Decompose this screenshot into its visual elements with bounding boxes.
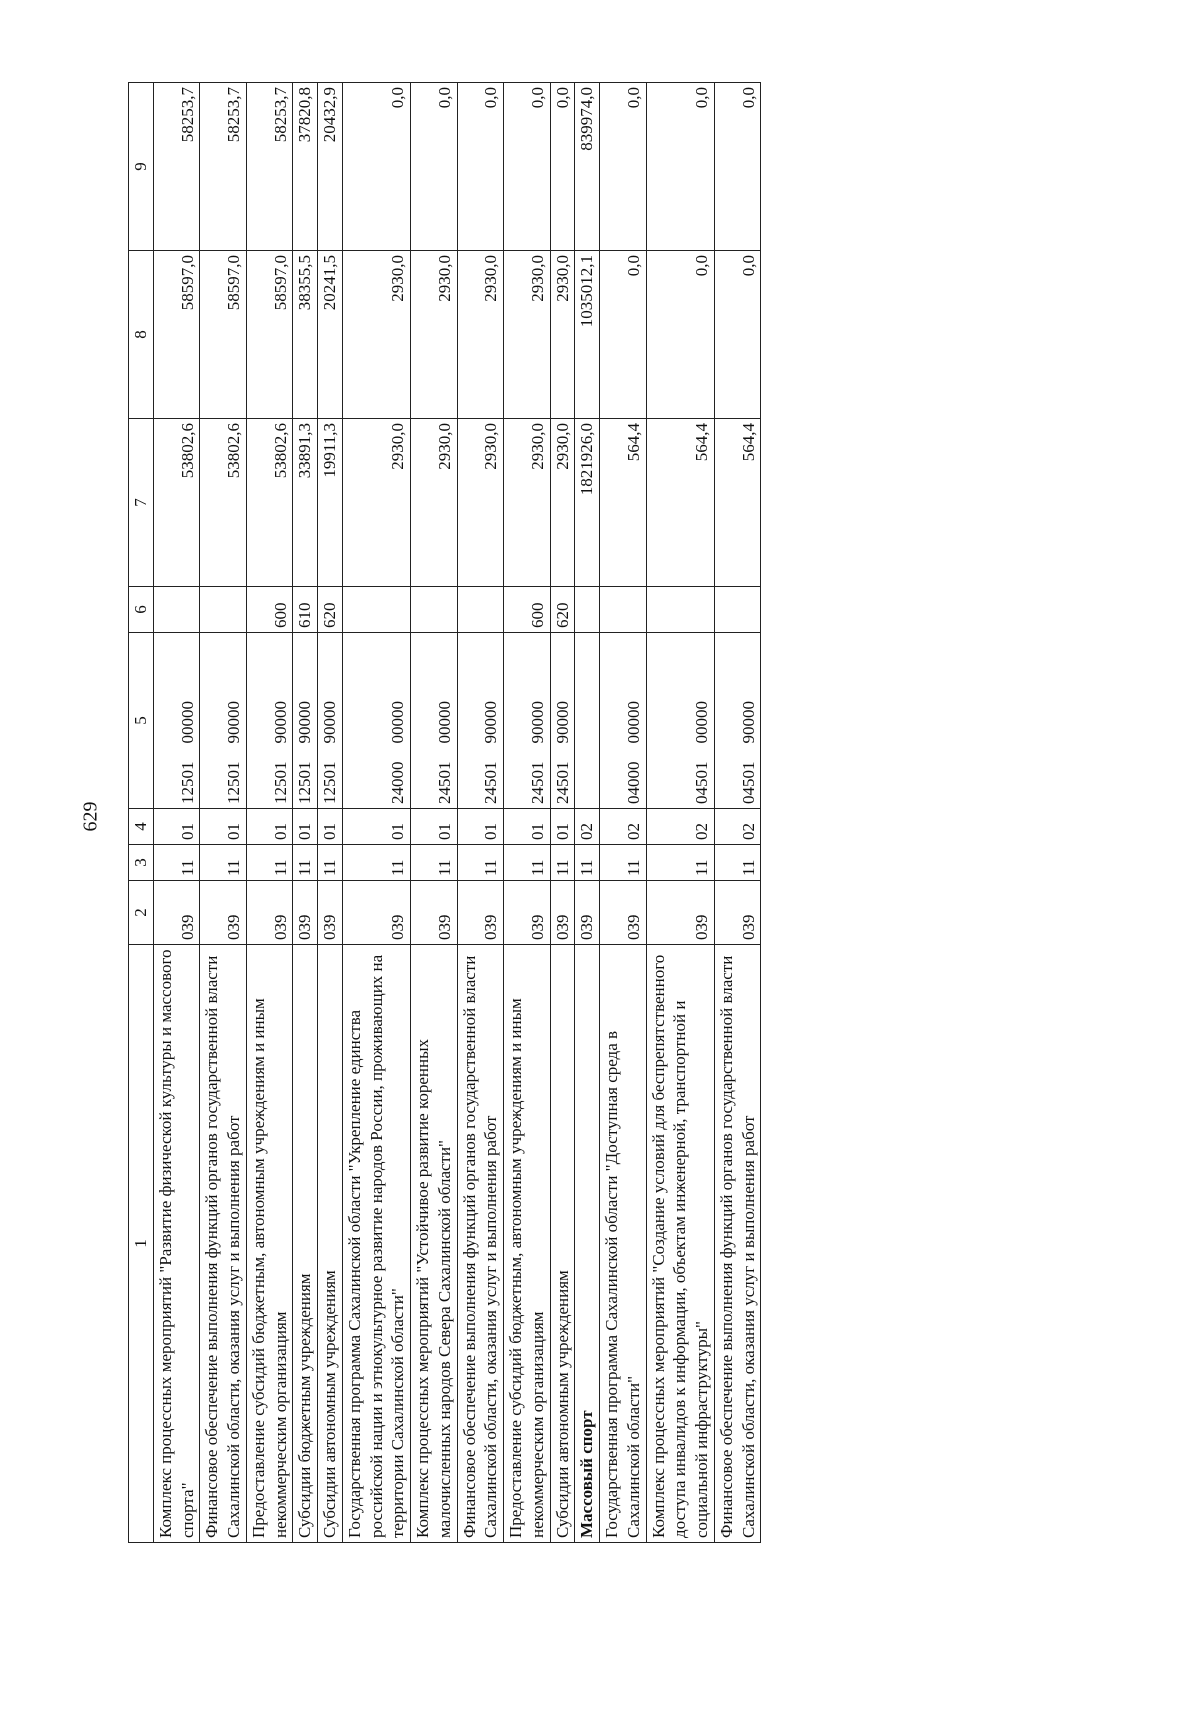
amount-col7-cell: 564,4: [646, 419, 714, 587]
department-code-cell: 039: [504, 881, 551, 945]
subsection-code-cell: 02: [575, 809, 600, 845]
amount-col8-cell: 0,0: [600, 251, 647, 419]
target-article-direction-code: 90000: [481, 701, 501, 744]
target-article-direction-code: 90000: [320, 701, 339, 744]
row-name-cell: Субсидии бюджетным учреждениям: [293, 945, 318, 1543]
section-code-cell: 11: [318, 845, 343, 881]
amount-col9-cell: 0,0: [504, 83, 551, 251]
target-article-program-code: 12501: [320, 761, 339, 804]
amount-col9-cell: 58253,7: [246, 83, 293, 251]
amount-col7-cell: 2930,0: [550, 419, 575, 587]
amount-col8-cell: 38355,5: [293, 251, 318, 419]
department-code-cell: 039: [342, 881, 410, 945]
table-row: [575, 83, 600, 1543]
amount-col7-cell: 2930,0: [504, 419, 551, 587]
amount-col9-cell: 0,0: [550, 83, 575, 251]
target-article-direction-code: 00000: [692, 701, 711, 744]
row-name-cell: Комплекс процессных мероприятий "Развитие физической культуры и массового спорта": [153, 945, 200, 1543]
budget-table: [128, 82, 761, 1543]
expense-type-cell: 610: [293, 587, 318, 633]
section-code-cell: 11: [293, 845, 318, 881]
target-article-cell: [714, 633, 761, 809]
target-article-program-code: 12501: [177, 761, 197, 804]
row-name-cell: Финансовое обеспечение выполнения функций органов государственной власти Сахалинской области, оказания услуг и выполнения работ: [457, 945, 504, 1543]
target-article-cell: [411, 633, 458, 809]
row-name-cell: Государственная программа Сахалинской области "Доступная среда в Сахалинской области": [600, 945, 647, 1543]
subsection-code-cell: 01: [457, 809, 504, 845]
expense-type-cell: [200, 587, 247, 633]
row-name-cell: Предоставление субсидий бюджетным, автономным учреждениям и иным некоммерческим организациям: [504, 945, 551, 1543]
department-code-cell: 039: [457, 881, 504, 945]
section-code-cell: 11: [600, 845, 647, 881]
row-name-cell: Массовый спорт: [575, 945, 600, 1543]
amount-col8-cell: 1035012,1: [575, 251, 600, 419]
column-header: 1: [129, 945, 154, 1543]
table-row: [246, 83, 293, 1543]
amount-col8-cell: 58597,0: [153, 251, 200, 419]
target-article-program-code: 24000: [388, 761, 408, 804]
amount-col8-cell: 2930,0: [550, 251, 575, 419]
target-article-program-code: 12501: [295, 761, 315, 804]
target-article-cell: [550, 633, 575, 809]
department-code-cell: 039: [200, 881, 247, 945]
section-code-cell: 11: [200, 845, 247, 881]
section-code-cell: 11: [646, 845, 714, 881]
target-article-direction-code: 00000: [177, 701, 197, 744]
column-header: 9: [129, 83, 154, 251]
amount-col7-cell: 53802,6: [153, 419, 200, 587]
table-row: [153, 83, 200, 1543]
amount-col8-cell: 2930,0: [411, 251, 458, 419]
target-article-program-code: 04000: [623, 761, 643, 804]
expense-type-cell: 600: [246, 587, 293, 633]
section-code-cell: 11: [457, 845, 504, 881]
target-article-direction-code: 00000: [434, 701, 454, 744]
amount-col7-cell: 564,4: [600, 419, 647, 587]
section-code-cell: 11: [714, 845, 761, 881]
table-row: [293, 83, 318, 1543]
department-code-cell: 039: [550, 881, 575, 945]
subsection-code-cell: 01: [153, 809, 200, 845]
table-row: [342, 83, 410, 1543]
table-row: [457, 83, 504, 1543]
target-article-program-code: 04501: [692, 761, 711, 804]
target-article-program-code: 12501: [270, 761, 290, 804]
target-article-direction-code: 90000: [270, 701, 290, 744]
page-number: 629: [79, 801, 102, 832]
table-row: [646, 83, 714, 1543]
row-name-cell: Предоставление субсидий бюджетным, автономным учреждениям и иным некоммерческим организациям: [246, 945, 293, 1543]
amount-col7-cell: 33891,3: [293, 419, 318, 587]
amount-col8-cell: 20241,5: [318, 251, 343, 419]
table-row: [411, 83, 458, 1543]
department-code-cell: 039: [293, 881, 318, 945]
row-name-cell: Финансовое обеспечение выполнения функций органов государственной власти Сахалинской области, оказания услуг и выполнения работ: [200, 945, 247, 1543]
column-header: 8: [129, 251, 154, 419]
department-code-cell: 039: [575, 881, 600, 945]
section-code-cell: 11: [575, 845, 600, 881]
row-name-cell: Комплекс процессных мероприятий "Создание условий для беспрепятственного доступа инвалидов к информации, объектам инженерной, транспортной и социальной инфраструктуры": [646, 945, 714, 1543]
amount-col8-cell: 0,0: [714, 251, 761, 419]
row-name-cell: Субсидии автономным учреждениям: [318, 945, 343, 1543]
target-article-cell: [246, 633, 293, 809]
amount-col9-cell: 58253,7: [153, 83, 200, 251]
amount-col7-cell: 2930,0: [342, 419, 410, 587]
expense-type-cell: [342, 587, 410, 633]
expense-type-cell: [153, 587, 200, 633]
amount-col7-cell: 2930,0: [411, 419, 458, 587]
target-article-cell: [200, 633, 247, 809]
amount-col8-cell: 0,0: [646, 251, 714, 419]
expense-type-cell: 600: [504, 587, 551, 633]
subsection-code-cell: 02: [714, 809, 761, 845]
amount-col8-cell: 2930,0: [342, 251, 410, 419]
subsection-code-cell: 01: [318, 809, 343, 845]
subsection-code-cell: 02: [600, 809, 647, 845]
amount-col9-cell: 58253,7: [200, 83, 247, 251]
table-row: [318, 83, 343, 1543]
subsection-code-cell: 02: [646, 809, 714, 845]
section-code-cell: 11: [550, 845, 575, 881]
target-article-program-code: 24501: [434, 761, 454, 804]
column-header: 5: [129, 633, 154, 809]
subsection-code-cell: 01: [504, 809, 551, 845]
amount-col9-cell: 839974,0: [575, 83, 600, 251]
row-name-cell: Государственная программа Сахалинской области "Укрепление единства российской нации и этнокультурное развитие народов России, проживающих на территории Сахалинской области": [342, 945, 410, 1543]
department-code-cell: 039: [411, 881, 458, 945]
header-row: [129, 83, 154, 1543]
table-row: [200, 83, 247, 1543]
column-header: 6: [129, 587, 154, 633]
expense-type-cell: [575, 587, 600, 633]
section-code-cell: 11: [411, 845, 458, 881]
expense-type-cell: [600, 587, 647, 633]
table-row: [600, 83, 647, 1543]
target-article-cell: [504, 633, 551, 809]
row-name-cell: Финансовое обеспечение выполнения функций органов государственной власти Сахалинской области, оказания услуг и выполнения работ: [714, 945, 761, 1543]
subsection-code-cell: 01: [293, 809, 318, 845]
row-name-cell: Субсидии автономным учреждениям: [550, 945, 575, 1543]
target-article-cell: [293, 633, 318, 809]
target-article-program-code: 12501: [224, 761, 243, 804]
amount-col9-cell: 0,0: [411, 83, 458, 251]
amount-col7-cell: 2930,0: [457, 419, 504, 587]
target-article-cell: [600, 633, 647, 809]
target-article-cell: [646, 633, 714, 809]
column-header: 7: [129, 419, 154, 587]
department-code-cell: 039: [246, 881, 293, 945]
expense-type-cell: [646, 587, 714, 633]
expense-type-cell: 620: [550, 587, 575, 633]
target-article-direction-code: 00000: [388, 701, 408, 744]
expense-type-cell: [714, 587, 761, 633]
column-header: 4: [129, 809, 154, 845]
target-article-direction-code: 90000: [527, 701, 547, 744]
rotated-page-content: [128, 83, 803, 1543]
table-body: [153, 83, 761, 1543]
target-article-cell: [318, 633, 343, 809]
column-header: 3: [129, 845, 154, 881]
department-code-cell: 039: [318, 881, 343, 945]
amount-col7-cell: 1821926,0: [575, 419, 600, 587]
amount-col8-cell: 58597,0: [246, 251, 293, 419]
target-article-direction-code: 90000: [552, 701, 572, 744]
amount-col9-cell: 0,0: [646, 83, 714, 251]
amount-col7-cell: 53802,6: [246, 419, 293, 587]
subsection-code-cell: 01: [411, 809, 458, 845]
column-header: 2: [129, 881, 154, 945]
amount-col8-cell: 2930,0: [457, 251, 504, 419]
subsection-code-cell: 01: [246, 809, 293, 845]
amount-col9-cell: 0,0: [600, 83, 647, 251]
section-code-cell: 11: [246, 845, 293, 881]
section-code-cell: 11: [342, 845, 410, 881]
target-article-cell: [342, 633, 410, 809]
amount-col7-cell: 19911,3: [318, 419, 343, 587]
target-article-direction-code: 00000: [623, 701, 643, 744]
target-article-direction-code: 90000: [295, 701, 315, 744]
target-article-cell: [153, 633, 200, 809]
target-article-cell: [457, 633, 504, 809]
amount-col9-cell: 0,0: [714, 83, 761, 251]
target-article-program-code: 24501: [527, 761, 547, 804]
target-article-program-code: 24501: [552, 761, 572, 804]
department-code-cell: 039: [600, 881, 647, 945]
expense-type-cell: 620: [318, 587, 343, 633]
amount-col7-cell: 53802,6: [200, 419, 247, 587]
subsection-code-cell: 01: [200, 809, 247, 845]
target-article-direction-code: 90000: [224, 701, 243, 744]
table-row: [714, 83, 761, 1543]
amount-col8-cell: 58597,0: [200, 251, 247, 419]
amount-col9-cell: 37820,8: [293, 83, 318, 251]
department-code-cell: 039: [153, 881, 200, 945]
amount-col9-cell: 0,0: [342, 83, 410, 251]
subsection-code-cell: 01: [550, 809, 575, 845]
department-code-cell: 039: [714, 881, 761, 945]
target-article-program-code: 24501: [481, 761, 501, 804]
amount-col9-cell: 20432,9: [318, 83, 343, 251]
amount-col8-cell: 2930,0: [504, 251, 551, 419]
section-code-cell: 11: [504, 845, 551, 881]
target-article-cell: [575, 633, 600, 809]
table-row: [550, 83, 575, 1543]
subsection-code-cell: 01: [342, 809, 410, 845]
table-row: [504, 83, 551, 1543]
expense-type-cell: [457, 587, 504, 633]
amount-col9-cell: 0,0: [457, 83, 504, 251]
amount-col7-cell: 564,4: [714, 419, 761, 587]
department-code-cell: 039: [646, 881, 714, 945]
target-article-direction-code: 90000: [738, 701, 758, 744]
target-article-program-code: 04501: [738, 761, 758, 804]
row-name-cell: Комплекс процессных мероприятий "Устойчивое развитие коренных малочисленных народов Севера Сахалинской области": [411, 945, 458, 1543]
section-code-cell: 11: [153, 845, 200, 881]
expense-type-cell: [411, 587, 458, 633]
